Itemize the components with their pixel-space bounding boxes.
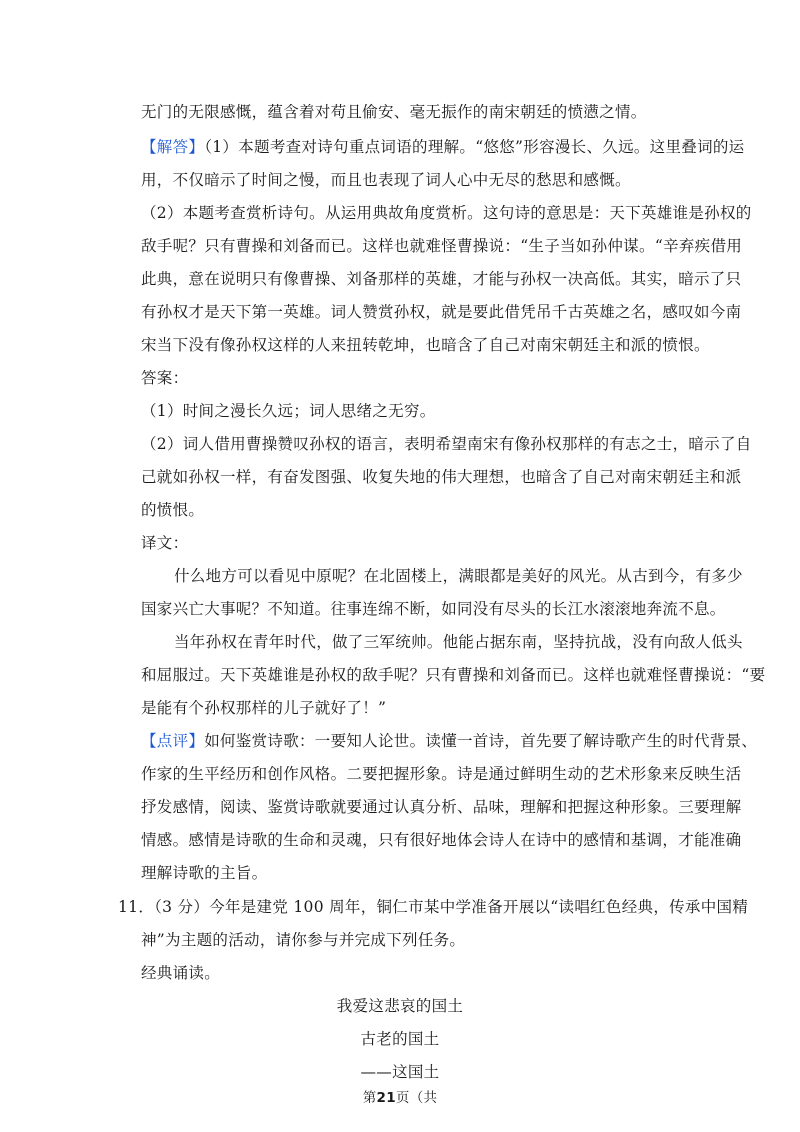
text-line: 宋当下没有像孙权这样的人来扭转乾坤，也暗含了自己对南宋朝廷主和派的愤恨。 (141, 336, 710, 354)
footer-prefix: 第 (362, 1090, 377, 1106)
text-line: 用，不仅暗示了时间之慢，而且也表现了词人心中无尽的愁思和感慨。 (141, 171, 631, 189)
text-line: 无门的无限感慨，蕴含着对苟且偷安、毫无振作的南宋朝廷的愤懑之情。 (141, 103, 647, 121)
text-line: 理解诗歌的主旨。 (141, 864, 268, 882)
page-footer (0, 1088, 800, 1108)
poem-title: 我爱这悲哀的国土 (336, 997, 464, 1015)
dianping-tag: 【点评】 (141, 732, 205, 750)
answer-label: 答案： (141, 369, 189, 387)
translation-label: 译文： (141, 534, 189, 552)
poem-line: ——这国土 (360, 1063, 440, 1081)
text-line: 什么地方可以看见中原呢？在北固楼上，满眼都是美好的风光。从古到今，有多少 (174, 567, 743, 585)
text-line: 作家的生平经历和创作风格。二要把握形象。诗是通过鲜明生动的艺术形象来反映生活 (141, 765, 742, 783)
footer-page-number: 21 (376, 1090, 396, 1106)
text-line: 己就如孙权一样，有奋发图强、收复失地的伟大理想，也暗含了自己对南宋朝廷主和派 (141, 468, 742, 486)
jieda-text: （1）本题考查对诗句重点词语的理解。“悠悠”形容漫长、久远。这里叠词的运 (204, 138, 745, 156)
text-line: （2）词人借用曹操赞叹孙权的语言，表明希望南宋有像孙权那样的有志之士，暗示了自 (141, 435, 752, 453)
text-line: 和屈服过。天下英雄谁是孙权的敌手呢？只有曹操和刘备而已。这样也就难怪曹操说：“要 (141, 666, 766, 684)
jieda-tag: 【解答】 (141, 138, 205, 156)
text-line: 情感。感情是诗歌的生命和灵魂，只有很好地体会诗人在诗中的感情和基调，才能准确 (141, 831, 742, 849)
text-line: 国家兴亡大事呢？不知道。往事连绵不断，如同没有尽头的长江水滚滚地奔流不息。 (141, 600, 726, 618)
text-line: 是能有个孙权那样的儿子就好了！” (141, 699, 387, 717)
poem-line: 古老的国土 (360, 1030, 440, 1048)
answer-paragraph-start (141, 137, 744, 157)
text-line: 的愤恨。 (141, 501, 205, 519)
dianping-text: 如何鉴赏诗歌：一要知人论世。读懂一首诗，首先要了解诗歌产生的时代背景、 (204, 732, 758, 750)
question-11: 11．（3 分）今年是建党 100 周年，铜仁市某中学准备开展以“读唱红色经典，传承中国精 (118, 898, 749, 916)
text-line: （2）本题考查赏析诗句。从运用典故角度赏析。这句诗的意思是：天下英雄谁是孙权的 (141, 204, 752, 222)
text-line: 当年孙权在青年时代，做了三军统帅。他能占据东南，坚持抗战，没有向敌人低头 (174, 633, 743, 651)
text-line: 神”为主题的活动，请你参与并完成下列任务。 (141, 931, 466, 949)
text-line: 敌手呢？只有曹操和刘备而已。这样也就难怪曹操说：“生子当如孙仲谋。“辛弃疾借用 (141, 237, 743, 255)
text-line: 此典，意在说明只有像曹操、刘备那样的英雄，才能与孙权一决高低。其实，暗示了只 (141, 270, 742, 288)
comment-paragraph-start (141, 731, 757, 751)
footer-suffix: 页（共 (395, 1090, 438, 1106)
text-line: 抒发感情，阅读、鉴赏诗歌就要通过认真分析、品味，理解和把握这种形象。三要理解 (141, 798, 742, 816)
text-line: （1）时间之漫长久远；词人思绪之无穷。 (141, 402, 436, 420)
text-line: 有孙权才是天下第一英雄。词人赞赏孙权，就是要此借凭吊千古英雄之名，感叹如今南 (141, 303, 742, 321)
text-line: 经典诵读。 (141, 964, 221, 982)
